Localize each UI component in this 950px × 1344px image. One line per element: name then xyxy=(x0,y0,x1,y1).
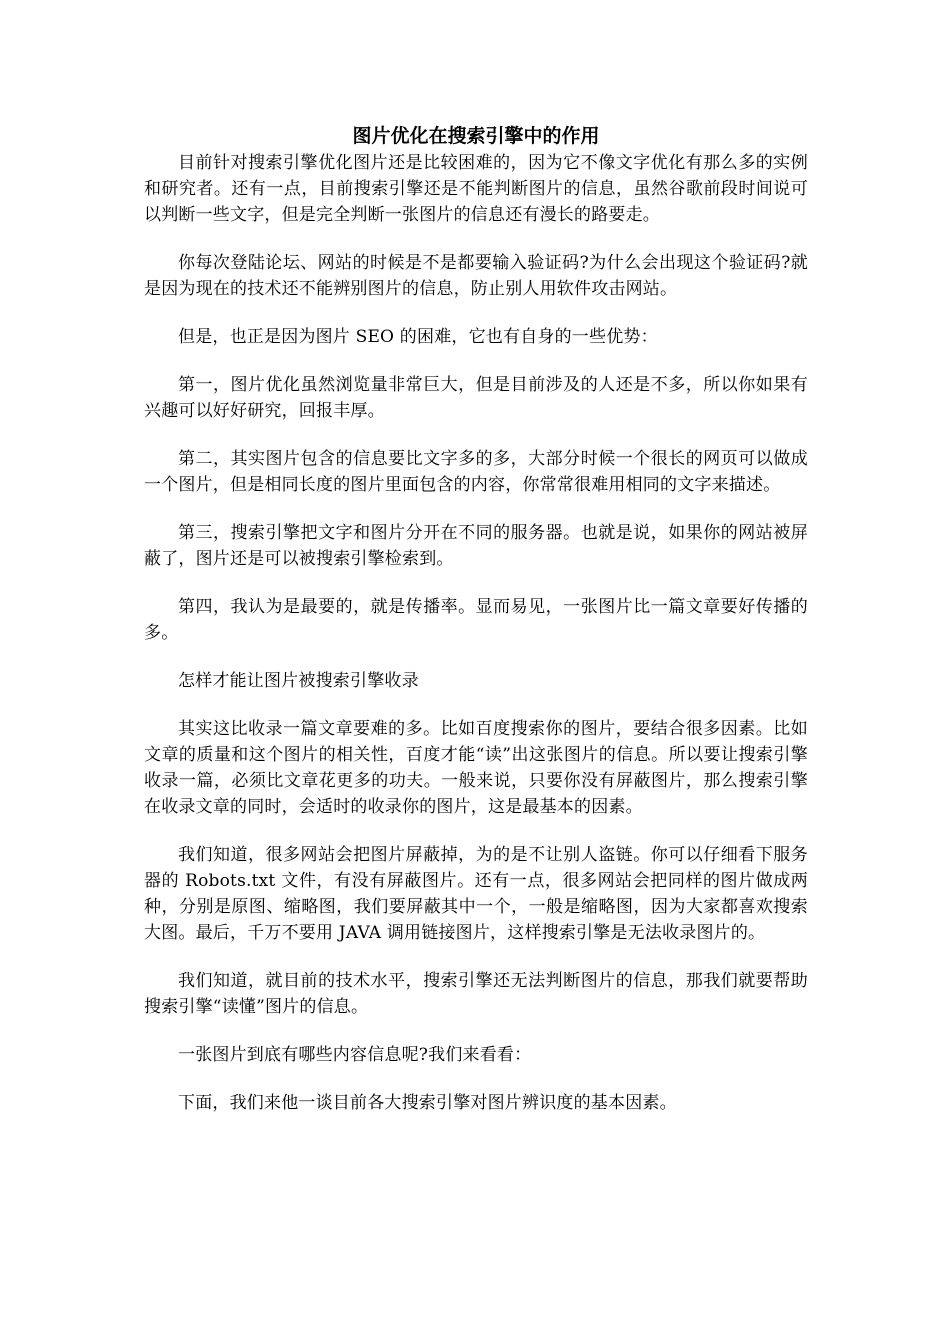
paragraph-advantage-3: 第三，搜索引擎把文字和图片分开在不同的服务器。也就是说，如果你的网站被屏蔽了，图片还是可以被搜索引擎检索到。 xyxy=(144,523,808,569)
paragraph-advantage-4: 第四，我认为是最要的，就是传播率。显而易见，一张图片比一篇文章要好传播的多。 xyxy=(144,597,808,643)
paragraph-captcha: 你每次登陆论坛、网站的时候是不是都要输入验证码?为什么会出现这个验证码?就是因为现在的技术还不能辨别图片的信息，防止别人用软件攻击网站。 xyxy=(144,253,808,299)
paragraph-advantages-intro: 但是，也正是因为图片 SEO 的困难，它也有自身的一些优势： xyxy=(178,327,658,347)
section-heading-indexing: 怎样才能让图片被搜索引擎收录 xyxy=(178,671,419,691)
paragraph-advantage-1: 第一，图片优化虽然浏览量非常巨大，但是目前涉及的人还是不多，所以你如果有兴趣可以好好研究，回报丰厚。 xyxy=(144,375,808,421)
paragraph-help-engine: 我们知道，就目前的技术水平，搜索引擎还无法判断图片的信息，那我们就要帮助搜索引擎“读懂”图片的信息。 xyxy=(144,971,808,1017)
paragraph-factors: 下面，我们来他一谈目前各大搜索引擎对图片辨识度的基本因素。 xyxy=(178,1093,677,1113)
paragraph-advantage-2: 第二，其实图片包含的信息要比文字多的多，大部分时候一个很长的网页可以做成一个图片，但是相同长度的图片里面包含的内容，你常常很难用相同的文字来描述。 xyxy=(144,449,808,495)
paragraph-robots: 我们知道，很多网站会把图片屏蔽掉，为的是不让别人盗链。你可以仔细看下服务器的 Robots.txt 文件，有没有屏蔽图片。还有一点，很多网站会把同样的图片做成两种，分别是原图、缩略图，我们要屏蔽其中一个，一般是缩略图，因为大家都喜欢搜索大图。最后，千万不要用 JAVA 调用链接图片，这样搜索引擎是无法收录图片的。 xyxy=(144,845,808,943)
paragraph-image-info: 一张图片到底有哪些内容信息呢?我们来看看： xyxy=(178,1045,532,1065)
paragraph-indexing-difficulty: 其实这比收录一篇文章要难的多。比如百度搜索你的图片，要结合很多因素。比如文章的质量和这个图片的相关性，百度才能“读”出这张图片的信息。所以要让搜索引擎收录一篇，必须比文章花更多的功夫。一般来说，只要你没有屏蔽图片，那么搜索引擎在收录文章的同时，会适时的收录你的图片，这是最基本的因素。 xyxy=(144,719,808,817)
paragraph-intro: 目前针对搜索引擎优化图片还是比较困难的，因为它不像文字优化有那么多的实例和研究者。还有一点，目前搜索引擎还是不能判断图片的信息，虽然谷歌前段时间说可以判断一些文字，但是完全判断一张图片的信息还有漫长的路要走。 xyxy=(144,153,808,225)
document-body xyxy=(144,122,808,1138)
document-title: 图片优化在搜索引擎中的作用 xyxy=(352,125,600,147)
